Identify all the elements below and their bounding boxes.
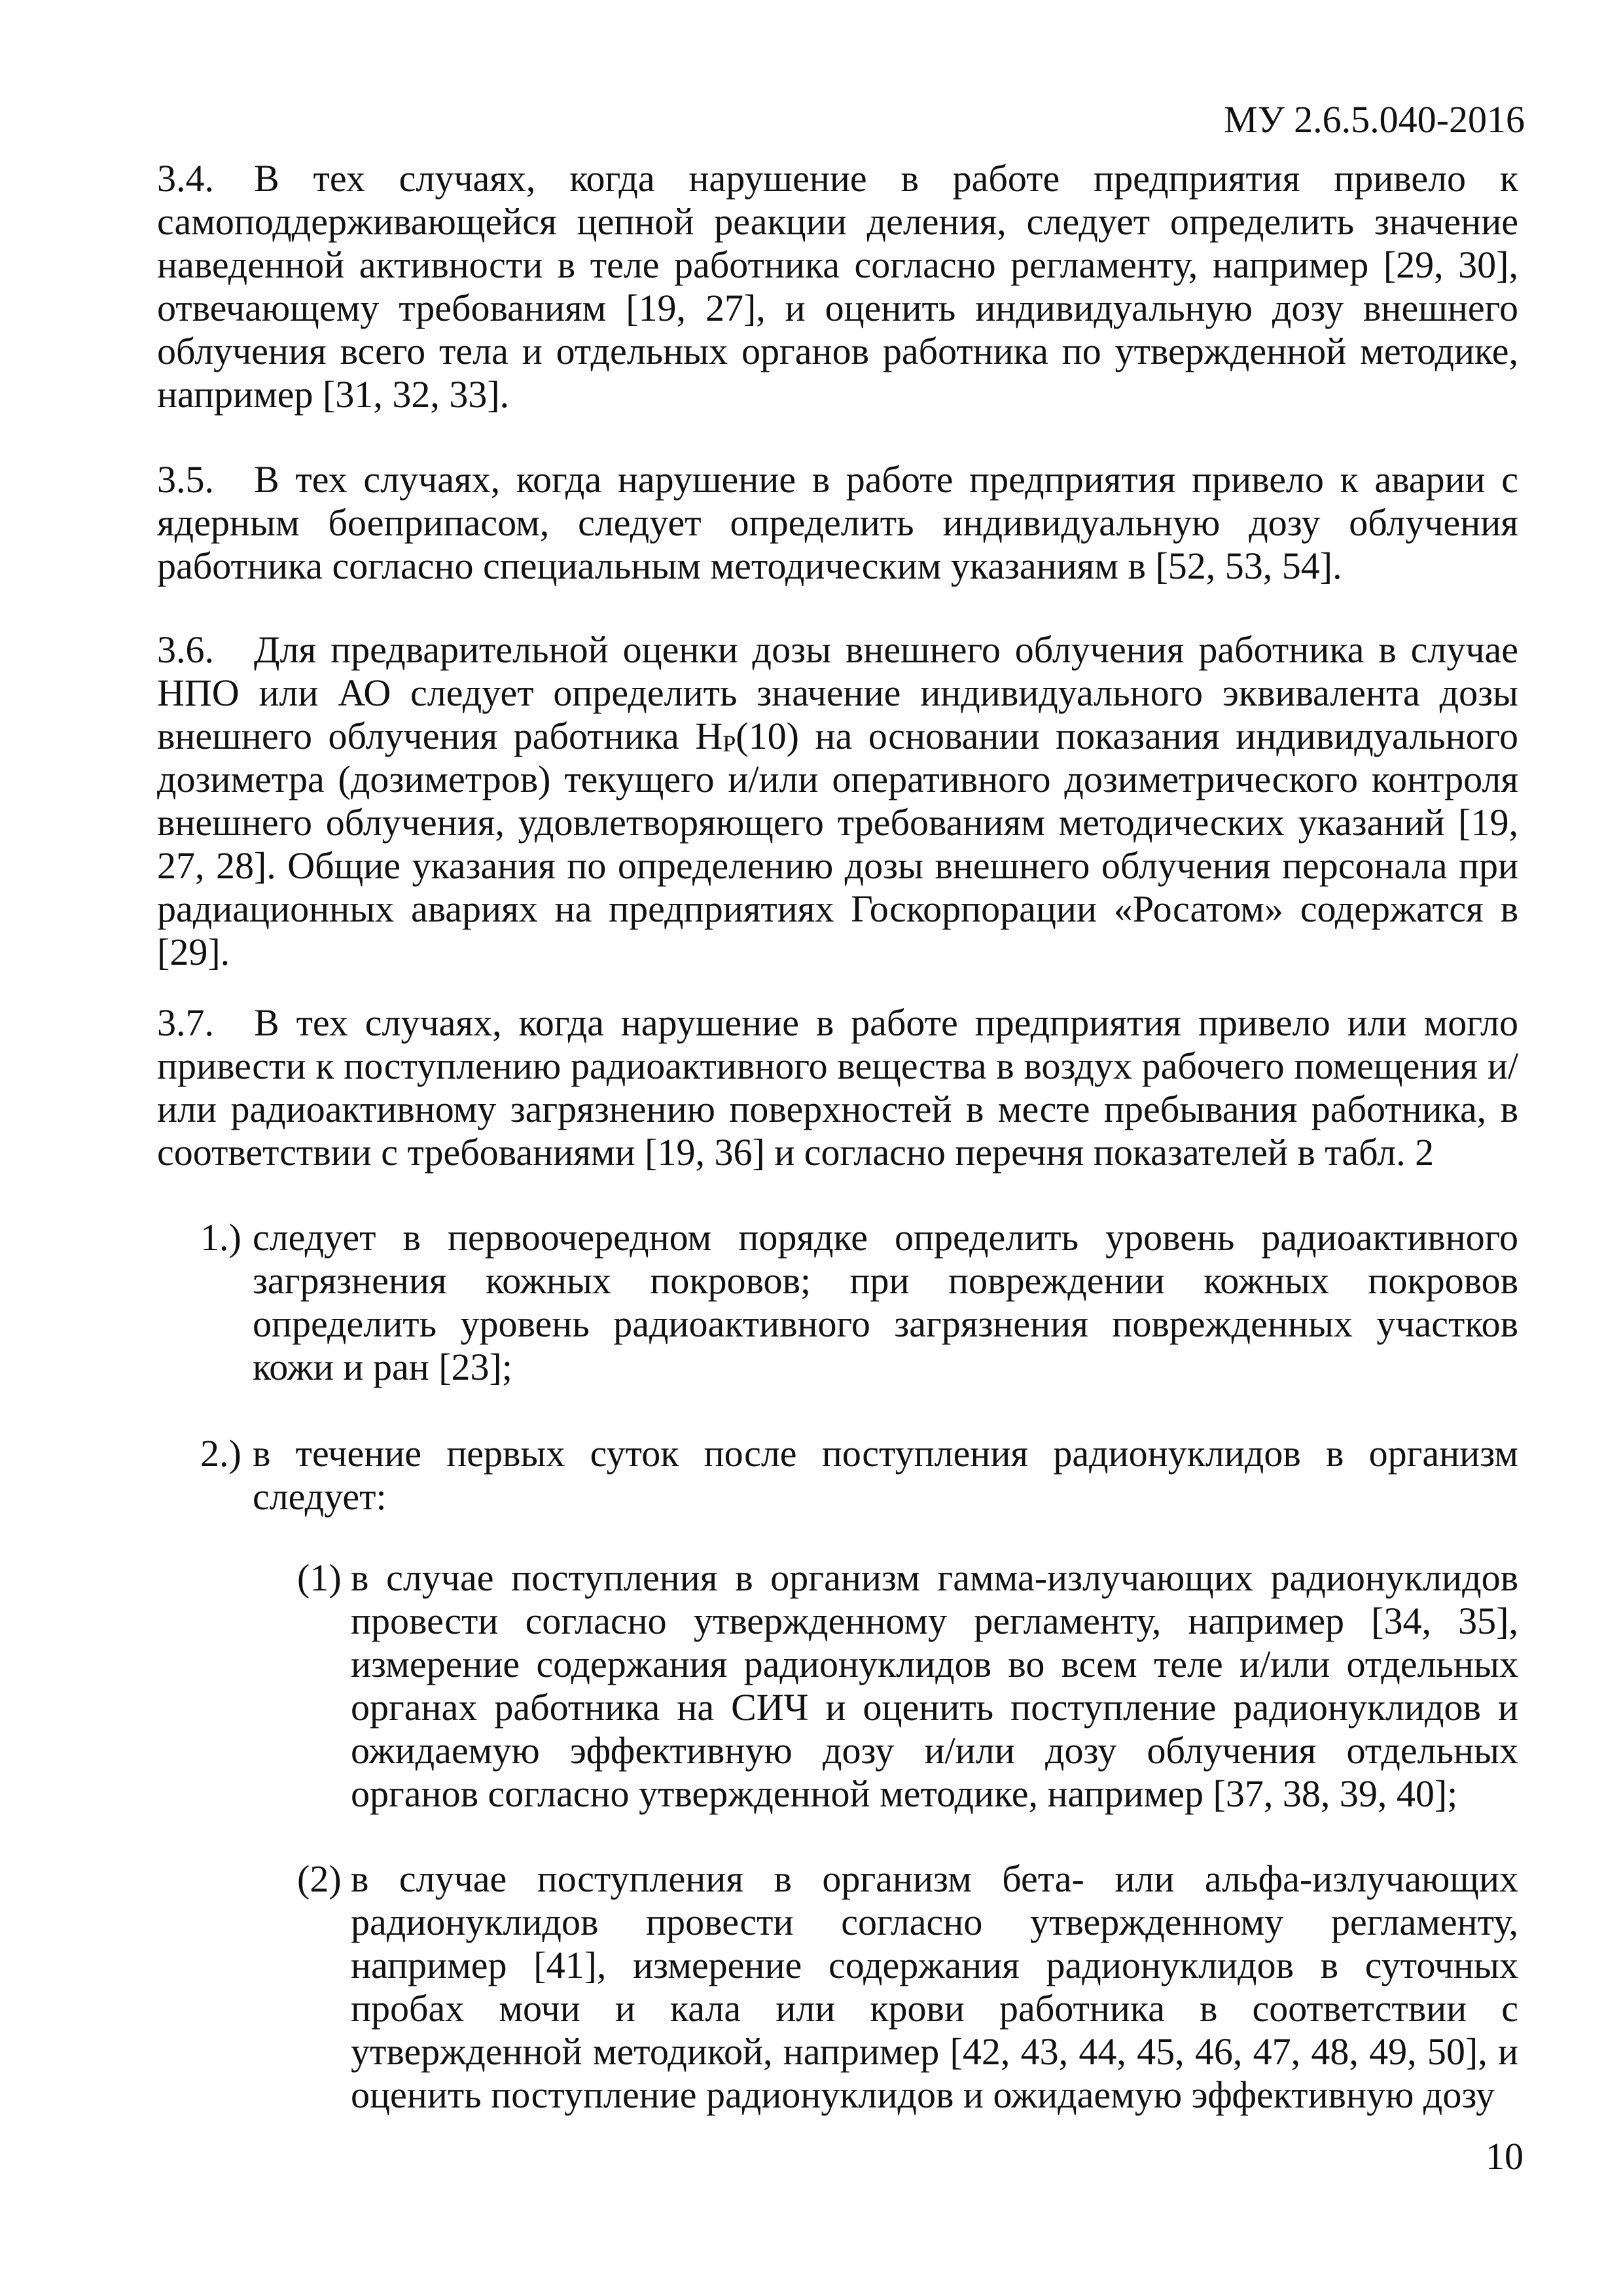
list-item-text: в течение первых суток после поступления радионуклидов в организм следует:: [253, 1432, 1518, 1518]
paragraph-3-7: [157, 1001, 1518, 1174]
list-item-2: [200, 1432, 1518, 1518]
paragraph-text: В тех случаях, когда нарушение в работе предприятия привело к аварии с ядерным боеприпасом, следует определить индивидуальную дозу облучения работника согласно специальным методическим указаниям в [52, 53, 54].: [157, 458, 1518, 587]
paragraph-number: 3.7.: [157, 1001, 214, 1044]
paragraph-number: 3.5.: [157, 458, 214, 501]
paragraph-3-6: [157, 628, 1518, 974]
list-item-text: следует в первоочередном порядке определить уровень радиоактивного загрязнения кожных покровов; при повреждении кожных покровов определить уровень радиоактивного загрязнения поврежденных участков кожи и ран [23];: [253, 1216, 1518, 1388]
page-number: 10: [1486, 2135, 1524, 2178]
list-marker: 1.): [200, 1216, 241, 1259]
hp-subscript: P: [722, 730, 736, 757]
paragraph-text: В тех случаях, когда нарушение в работе предприятия привело или могло привести к поступлению радиоактивного вещества в воздух рабочего помещения и/или радиоактивному загрязнению поверхностей в месте пребывания работника, в соответствии с требованиями [19, 36] и согласно перечня показателей в табл. 2: [157, 1001, 1518, 1174]
paragraph-3-5: [157, 458, 1518, 588]
sub-list-marker: (2): [297, 1857, 342, 1900]
paragraph-text: Для предварительной оценки дозы внешнего облучения работника в случае НПО или АО следует определить значение индивидуального эквивалента дозы внешнего облучения работника H: [157, 628, 1518, 757]
sub-list-marker: (1): [297, 1556, 342, 1599]
list-item-1: [200, 1216, 1518, 1389]
paragraph-number: 3.6.: [157, 628, 214, 671]
document-code-header: МУ 2.6.5.040-2016: [1224, 98, 1525, 141]
paragraph-text: В тех случаях, когда нарушение в работе предприятия привело к самоподдерживающейся цепной реакции деления, следует определить значение наведенной активности в теле работника согласно регламенту, например [29, 30], отвечающему требованиям [19, 27], и оценить индивидуальную дозу внешнего облучения всего тела и отдельных органов работника по утвержденной методике, например [31, 32, 33].: [157, 157, 1518, 416]
sub-list-item-text: в случае поступления в организм бета- или альфа-излучающих радионуклидов провести согласно утвержденному регламенту, например [41], измерение содержания радионуклидов в суточных пробах мочи и кала или крови работника в соответствии с утвержденной методикой, например [42, 43, 44, 45, 46, 47, 48, 49, 50], и оценить поступление радионуклидов и ожидаемую эффективную дозу: [351, 1857, 1518, 2116]
paragraph-number: 3.4.: [157, 157, 214, 200]
paragraph-text-continued: (10) на основании показания индивидуального дозиметра (дозиметров) текущего и/или оперативного дозиметрического контроля внешнего облучения, удовлетворяющего требованиям методических указаний [19, 27, 28]. Общие указания по определению дозы внешнего облучения персонала при радиационных авариях на предприятиях Госкорпорации «Росатом» содержатся в [29].: [157, 715, 1518, 973]
sub-list-item-1: [297, 1556, 1518, 1816]
list-marker: 2.): [200, 1432, 241, 1475]
paragraph-3-4: [157, 157, 1518, 416]
sub-list-item-2: [297, 1857, 1518, 2117]
sub-list-item-text: в случае поступления в организм гамма-излучающих радионуклидов провести согласно утвержденному регламенту, например [34, 35], измерение содержания радионуклидов во всем теле и/или отдельных органах работника на СИЧ и оценить поступление радионуклидов и ожидаемую эффективную дозу и/или дозу облучения отдельных органов согласно утвержденной методике, например [37, 38, 39, 40];: [351, 1556, 1518, 1815]
